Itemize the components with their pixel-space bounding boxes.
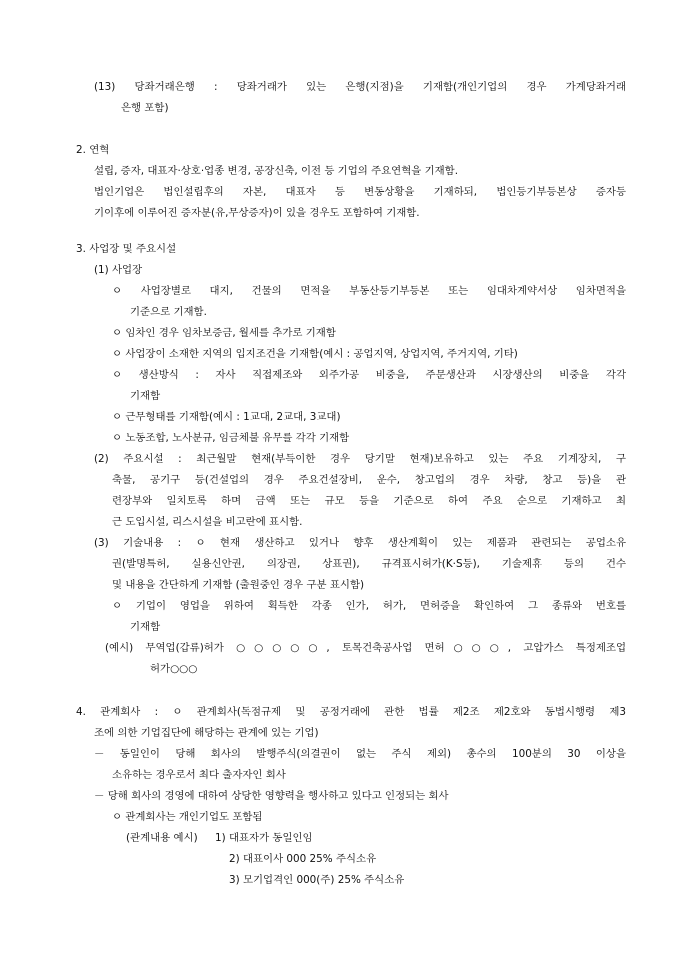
section-3-heading: 3. 사업장 및 주요시설 [76, 243, 177, 255]
technology-line-1: (3) 기술내용 : ㅇ 현재 생산하고 있거나 향후 생산계획이 있는 제품과 관련되는 공업소유 [94, 537, 626, 549]
worksite-bullet-6: ㅇ 노동조합, 노사분규, 임금체불 유무를 각각 기재함 [112, 432, 350, 444]
history-line-2: 법인기업은 법인설립후의 자본, 대표자 등 변동상황을 기재하되, 법인등기부등본상 증자등 [94, 186, 626, 198]
affiliates-line-1: 4. 관계회사 : ㅇ 관계회사(독점규제 및 공정거래에 관한 법률 제2조 제2호와 동법시행령 제3 [76, 706, 626, 718]
technology-line-3: 및 내용을 간단하게 기재함 (출원중인 경우 구분 표시함) [112, 579, 365, 591]
relation-example-3: 3) 모기업격인 000(주) 25% 주식소유 [229, 874, 405, 886]
worksite-bullet-1-line-1: ㅇ 사업장별로 대지, 건물의 면적을 부동산등기부등본 또는 임대차계약서상 임차면적을 [112, 285, 626, 297]
worksite-title: (1) 사업장 [94, 264, 143, 276]
affiliates-dash-2: － 당해 회사의 경영에 대하여 상당한 영향력을 행사하고 있다고 인정되는 회사 [94, 790, 449, 802]
license-example-line-1: (예시) 무역업(갑류)허가 ○○○○○, 토목건축공사업 면허○○○, 고압가스 특정제조업 [105, 642, 626, 654]
technology-bullet-line-1: ㅇ 기업이 영업을 위하여 획득한 각종 인가, 허가, 면허증을 확인하여 그 종류와 번호를 [112, 600, 626, 612]
facilities-line-1: (2) 주요시설 : 최근월말 현재(부득이한 경우 당기말 현재)보유하고 있는 주요 기계장치, 구 [94, 453, 626, 465]
worksite-bullet-3: ㅇ 사업장이 소재한 지역의 입지조건을 기재함(예시 : 공업지역, 상업지역, 주거지역, 기타) [112, 348, 518, 360]
worksite-bullet-1-line-2: 기준으로 기재함. [130, 306, 207, 318]
history-line-3: 기이후에 이루어진 증자분(유,무상증자)이 있을 경우도 포함하여 기재함. [94, 207, 420, 219]
worksite-bullet-4-line-2: 기재함 [130, 390, 161, 402]
facilities-line-4: 근 도입시설, 리스시설을 비고란에 표시함. [112, 516, 303, 528]
affiliates-dash-1-line-1: － 동일인이 당해 회사의 발행주식(의결권이 없는 주식 제외) 총수의 100분의 30 이상을 [94, 748, 626, 760]
license-example-line-2: 허가○○○ [150, 663, 198, 675]
relation-example-label: (관계내용 예시) [126, 832, 198, 844]
history-line-1: 설립, 증자, 대표자·상호·업종 변경, 공장신축, 이전 등 기업의 주요연혁을 기재함. [94, 165, 459, 177]
bank-item-line-1: (13) 당좌거래은행 : 당좌거래가 있는 은행(지점)을 기재함(개인기업의 경우 가계당좌거래 [94, 81, 626, 93]
facilities-line-3: 련장부와 일치토록 하며 금액 또는 규모 등을 기준으로 하여 주요 순으로 기재하고 최 [112, 495, 626, 507]
affiliates-dash-1-line-2: 소유하는 경우로서 최다 출자자인 회사 [112, 769, 286, 781]
affiliates-bullet: ㅇ 관계회사는 개인기업도 포함됨 [112, 811, 263, 823]
bank-item-line-2: 은행 포함) [121, 102, 169, 114]
technology-line-2: 권(발명특허, 실용신안권, 의장권, 상표권), 규격표시허가(K·S등), 기술제휴 등의 건수 [112, 558, 626, 570]
section-2-heading: 2. 연혁 [76, 144, 110, 156]
worksite-bullet-2: ㅇ 임차인 경우 임차보증금, 월세를 추가로 기재함 [112, 327, 336, 339]
affiliates-line-2: 조에 의한 기업집단에 해당하는 관계에 있는 기업) [94, 727, 319, 739]
relation-example-2: 2) 대표이사 000 25% 주식소유 [229, 853, 377, 865]
facilities-line-2: 축물, 공기구 등(건설업의 경우 주요건설장비, 운수, 창고업의 경우 차량, 창고 등)을 관 [112, 474, 626, 486]
technology-bullet-line-2: 기재함 [130, 621, 161, 633]
worksite-bullet-4-line-1: ㅇ 생산방식 : 자사 직접제조와 외주가공 비중을, 주문생산과 시장생산의 비중을 각각 [112, 369, 626, 381]
worksite-bullet-5: ㅇ 근무형태를 기재함(예시 : 1교대, 2교대, 3교대) [112, 411, 341, 423]
relation-example-1: 1) 대표자가 동일인임 [215, 832, 313, 844]
